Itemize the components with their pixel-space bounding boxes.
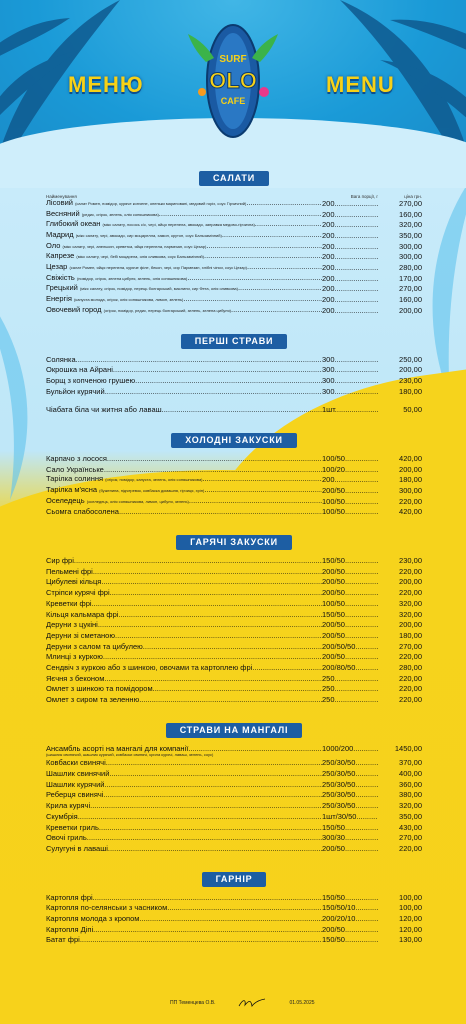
menu-item-price: 300,00 [399,241,422,251]
menu-item-name-cell [46,925,322,936]
menu-item-row [46,674,422,685]
menu-item-name-cell [46,780,322,791]
menu-item-price: 120,00 [399,924,422,934]
menu-item-row [46,925,422,936]
menu-item-weight: 250 ..... [322,684,378,695]
menu-item-row [46,365,422,376]
menu-section [46,720,422,855]
menu-item-name: Сир фрі [46,556,74,566]
menu-item-name: Кільця кальмара фрі [46,609,119,619]
menu-item-weight: 200 ..... [322,220,378,231]
menu-item-name: Солянка [46,354,76,364]
menu-item-row [46,893,422,904]
menu-item-price: 420,00 [399,453,422,463]
section-title: ХОЛОДНІ ЗАКУСКИ [171,433,297,448]
menu-item-ingredients: (капуста молода, огірок, олія соняшникова, лимон, зелень) [74,297,184,303]
menu-item-row [46,844,422,855]
menu-item-row [46,758,422,769]
menu-item-name: Стріпси курячі фрі [46,588,110,598]
section-title: ПЕРШІ СТРАВИ [181,334,288,349]
menu-item-row [46,780,422,791]
menu-item-price: 300,00 [399,486,422,496]
menu-item-row [46,567,422,578]
section-title-wrap [46,168,422,186]
menu-item-row [46,744,422,755]
menu-item-row [46,599,422,610]
menu-item-price: 120,00 [399,913,422,923]
palm-leaf-lower-left-icon [0,300,50,500]
menu-item-name: Тарілка солиння [46,474,104,484]
section-title-wrap [46,869,422,887]
menu-item-price: 130,00 [399,935,422,945]
menu-item-name-cell [46,823,322,834]
menu-item-name: Глибокий океан [46,219,101,229]
menu-item-price: 400,00 [399,769,422,779]
menu-item-ingredients: (оселедець, олія соняшникова, лимон, цибуля, зелень) [86,498,189,504]
menu-item-row [46,642,422,653]
menu-item-weight: 300 ..... [322,387,378,398]
menu-item-name: Овочі гриль [46,833,87,843]
menu-item-row [46,588,422,599]
menu-item-row [46,355,422,366]
menu-item-weight: 150/50 ..... [322,556,378,567]
logo-cafe-text: CAFE [220,96,246,106]
menu-item-name-cell [46,620,322,631]
menu-item-price: 430,00 [399,822,422,832]
menu-item-price: 200,00 [399,620,422,630]
menu-item-weight: 200 ..... [322,199,378,210]
menu-item-name-cell [46,610,322,621]
menu-item-weight: 200 ..... [322,295,378,306]
menu-item-name-cell [46,684,322,695]
menu-item-subtext: (шашлик свинячий, шашлик курячий, ковбаски свинячі, крила курячі, лаваш, зелень, соус) [46,752,214,758]
menu-item-weight: 200/50 ..... [322,577,378,588]
menu-item-weight: 200 ..... [322,231,378,242]
menu-item-name-cell [46,844,322,855]
section-title-wrap [46,331,422,349]
menu-item-weight: 150/50 ..... [322,935,378,946]
menu-item-weight: 1000/200 ..... [322,744,378,755]
menu-item-weight: 150/50 ..... [322,610,378,621]
menu-item-ingredients: (мікс салату, лосось с/с, чері, яйця перепела, авокадо, заправка медово-гірчична) [102,222,255,228]
menu-item-weight: 250/30/50 ..... [322,769,378,780]
menu-item-weight: 100/50 ..... [322,507,378,518]
surf-olo-cafe-logo [186,22,280,140]
section-title: ГАРНІР [202,872,267,887]
menu-item-weight: 200/50 ..... [322,844,378,855]
menu-item-weight: 200 ..... [322,242,378,253]
menu-item-name: Батат фрі [46,935,80,945]
menu-item-weight: 200 ..... [322,284,378,295]
menu-item-name-cell [46,305,322,317]
menu-item-name-cell [46,376,322,387]
menu-item-weight: 250 ..... [322,674,378,685]
menu-item-price: 220,00 [399,588,422,598]
menu-item-ingredients: (редис, огірок, зелень, олія соняшникова) [81,211,159,217]
menu-item-weight: 200/50 ..... [322,620,378,631]
menu-item-name-cell [46,744,322,755]
menu-item-name-cell [46,903,322,914]
menu-item-price: 280,00 [399,263,422,273]
menu-item-price: 200,00 [399,305,422,315]
menu-item-name-cell [46,801,322,812]
menu-item-row [46,507,422,518]
menu-item-price: 370,00 [399,758,422,768]
menu-item-weight: 1шт/30/50 ..... [322,812,378,823]
menu-item-name: Сулугуні в лаваші [46,843,108,853]
menu-item-name-cell [46,454,322,465]
menu-item-weight: 300/30 ..... [322,833,378,844]
menu-item-ingredients: (мікс салату, чері, апельсин, креветка, яйця перепела, пармезан, соус Цезар) [62,243,207,249]
menu-item-price: 230,00 [399,556,422,566]
menu-item-name: Реберця свинячі [46,790,104,800]
menu-item-price: 320,00 [399,609,422,619]
menu-item-row [46,454,422,465]
menu-item-weight: 150/50 ..... [322,893,378,904]
menu-section [46,430,422,518]
menu-item-price: 220,00 [399,652,422,662]
menu-item-price: 220,00 [399,496,422,506]
menu-item-row [46,914,422,925]
menu-item-ingredients: (огірок, помідор, редис, перець болгарський, зелень, зелена цибуля) [103,307,232,313]
menu-item-row [46,791,422,802]
menu-item-price: 280,00 [399,662,422,672]
menu-item-name: Карпачо з лосося [46,453,107,463]
menu-item-name: Лісовий [46,197,73,207]
menu-item-price: 160,00 [399,209,422,219]
palm-leaf-lower-right-icon [420,180,466,400]
menu-item-price: 320,00 [399,598,422,608]
menu-item-row [46,631,422,642]
menu-item-price: 300,00 [399,252,422,262]
menu-item-name: Сало Українське [46,464,104,474]
menu-item-weight: 200 ..... [322,475,378,486]
section-title: ГАРЯЧІ ЗАКУСКИ [176,535,292,550]
menu-item-price: 180,00 [399,475,422,485]
menu-item-name: Сьомга слабосолена [46,507,119,517]
menu-item-price: 50,00 [403,405,422,415]
menu-item-name: Окрошка на Айрані [46,365,113,375]
menu-item-name-cell [46,567,322,578]
menu-item-weight: 200 ..... [322,252,378,263]
menu-item-price: 360,00 [399,779,422,789]
menu-content [46,160,422,946]
menu-item-weight: 150/50 ..... [322,823,378,834]
menu-item-name-cell [46,365,322,376]
section-title-wrap [46,430,422,448]
menu-item-name-cell [46,642,322,653]
menu-item-row [46,387,422,398]
menu-item-weight: 250 ..... [322,695,378,706]
menu-item-row [46,610,422,621]
menu-item-price: 250,00 [399,354,422,364]
menu-item-price: 270,00 [399,641,422,651]
menu-item-price: 270,00 [399,198,422,208]
menu-item-name: Овочевий город [46,304,102,314]
menu-item-price: 350,00 [399,231,422,241]
footer [170,997,315,1009]
menu-item-name-cell [46,758,322,769]
menu-item-price: 320,00 [399,220,422,230]
menu-item-row [46,376,422,387]
menu-item-row [46,801,422,812]
menu-item-ingredients: (огірок, помідор, капуста, зелень, олія соняшникова) [105,477,203,483]
section-title: САЛАТИ [199,171,269,186]
menu-item-weight: 200/50 ..... [322,486,378,497]
menu-item-name-cell [46,355,322,366]
menu-item-name: Чіабата біла чи житня або лаваш [46,405,162,415]
menu-item-name-cell [46,652,322,663]
menu-item-name-cell [46,812,322,823]
menu-item-name-cell [46,599,322,610]
logo-surf-text: SURF [219,54,247,65]
menu-item-name: Ансамбль асорті на мангалі для компанії [46,743,189,753]
menu-item-name: Картопля фрі [46,892,93,902]
menu-item-name: Шашлик свинячий [46,769,110,779]
menu-item-name: Борщ з копченою грушею [46,375,136,385]
menu-item-name-cell [46,833,322,844]
menu-item-price: 170,00 [399,273,422,283]
menu-item-price: 200,00 [399,577,422,587]
menu-item-row [46,695,422,706]
menu-item-weight: 1шт ..... [322,405,378,416]
menu-item-weight: 200 ..... [322,306,378,317]
menu-item-name: Креветки фрі [46,598,92,608]
menu-item-name: Яєчня з беконом [46,673,105,683]
menu-item-name: Оло [46,240,61,250]
menu-item-weight: 200/50 ..... [322,652,378,663]
menu-item-price: 230,00 [399,375,422,385]
menu-item-name-cell [46,790,322,801]
menu-item-ingredients: (мікс салату, огірок, помідор, перець болгарський, маслини, сир Фета, олія оливкова) [79,286,238,292]
menu-item-price: 220,00 [399,695,422,705]
menu-item-name: Мадрид [46,230,74,240]
menu-item-name-cell [46,387,322,398]
menu-item-name-cell [46,935,322,946]
menu-item-row [46,663,422,674]
menu-section [46,532,422,706]
menu-item-name: Омлет з сиром та зеленню [46,695,140,705]
menu-item-weight: 200/50/50 ..... [322,642,378,653]
menu-item-weight: 300 ..... [322,376,378,387]
menu-item-name-cell [46,893,322,904]
menu-item-row [46,684,422,695]
menu-item-ingredients: (буженина, підчеревок, ковбаска домашня, гірчиця, хрін) [99,488,205,494]
menu-item-name: Оселедець [46,495,85,505]
menu-item-name: Омлет з шинкою та помідором [46,684,153,694]
menu-item-ingredients: (мікс салату, чері, авокадо, сир моцарелла, хамон, крутон, соус Бальзамічний) [75,233,222,239]
menu-item-weight: 100/20 ..... [322,465,378,476]
menu-item-name-cell [46,663,322,674]
menu-item-name: Цибулеві кільця [46,577,102,587]
menu-item-weight: 200 ..... [322,274,378,285]
menu-item-name-cell [46,695,322,706]
menu-item-weight: 250/30/50 ..... [322,780,378,791]
menu-item-weight: 200/50 ..... [322,567,378,578]
section-title: СТРАВИ НА МАНГАЛІ [166,723,303,738]
menu-item-price: 200,00 [399,365,422,375]
menu-item-name: Картопля молода з кропом [46,913,140,923]
menu-item-name: Ковбаски свинячі [46,758,106,768]
menu-section [46,869,422,946]
menu-item-name-cell [46,496,322,508]
menu-item-name: Картопля по-селянськи з часником [46,903,168,913]
column-weight-header: Вага порції, г [350,194,378,199]
menu-item-price: 200,00 [399,464,422,474]
menu-item-ingredients: (салат Ромен, яйця перепела, куряче філе, бекон, чері, сир Пармезан, хлібні чіпси, соус Цезар) [69,265,248,271]
footer-date: 01.05.2025 [289,1000,315,1006]
menu-item-name: Деруни з салом та цибулею [46,641,143,651]
menu-title-en: MENU [326,72,395,97]
menu-item-name: Млинці з куркою [46,652,103,662]
menu-item-name: Капрезе [46,251,75,261]
signature-icon [237,997,267,1009]
menu-item-price: 320,00 [399,801,422,811]
menu-item-name-cell [46,674,322,685]
menu-item-name: Енергія [46,294,72,304]
menu-item-name: Шашлик курячий [46,779,105,789]
menu-item-price: 270,00 [399,833,422,843]
menu-item-weight: 150/50/10 ..... [322,903,378,914]
menu-item-name: Креветки гриль [46,822,99,832]
menu-item-weight: 200/50 ..... [322,588,378,599]
menu-item-name-cell [46,577,322,588]
menu-item-name: Скумбрія [46,811,78,821]
menu-item-price: 350,00 [399,811,422,821]
menu-item-price: 160,00 [399,295,422,305]
menu-item-price: 100,00 [399,892,422,902]
menu-item-name-cell [46,914,322,925]
menu-item-row [46,306,422,317]
menu-item-weight: 200 ..... [322,263,378,274]
menu-item-weight: 100/50 ..... [322,497,378,508]
menu-section [46,168,422,317]
menu-item-row [46,578,422,589]
menu-item-name: Грецький [46,283,78,293]
menu-item-row [46,556,422,567]
menu-item-price: 1450,00 [394,743,422,753]
menu-item-row [46,769,422,780]
menu-item-row [46,497,422,508]
menu-item-name-cell [46,405,322,416]
menu-item-price: 180,00 [399,386,422,396]
menu-item-row [46,812,422,823]
menu-item-price: 180,00 [399,630,422,640]
menu-item-name: Тарілка м'ясна [46,485,98,495]
menu-item-ingredients: (мікс салату, чері, бебі моцарела, олія оливкова, соус Бальзамічний) [76,254,204,260]
menu-item-name: Деруни зі сметаною [46,630,115,640]
menu-item-row [46,652,422,663]
menu-item-row [46,823,422,834]
menu-item-weight: 250/30/50 ..... [322,758,378,769]
menu-item-name: Сендвіч з куркою або з шинкою, овочами та картоплею фрі [46,662,253,672]
menu-item-weight: 100/50 ..... [322,599,378,610]
menu-item-weight: 300 ..... [322,365,378,376]
owner-name: ПП Теменцева О.В. [170,1000,216,1006]
menu-item-row [46,405,422,416]
section-title-wrap [46,720,422,738]
menu-item-name-cell [46,631,322,642]
menu-item-name: Деруни з цукіні [46,620,98,630]
menu-item-ingredients: (салат Ромен, помідор, куряче копчене, опеньки мариновані, медовий горіх, соус Гірчичний) [75,200,247,206]
menu-item-price: 380,00 [399,790,422,800]
menu-item-price: 220,00 [399,843,422,853]
menu-item-price: 220,00 [399,684,422,694]
menu-item-name: Весняний [46,208,80,218]
menu-item-name: Пельмені фрі [46,566,93,576]
menu-item-price: 220,00 [399,673,422,683]
menu-item-weight: 300 ..... [322,355,378,366]
menu-item-price: 270,00 [399,284,422,294]
menu-item-name: Свіжість [46,272,75,282]
menu-item-price: 100,00 [399,903,422,913]
menu-item-name-cell [46,588,322,599]
menu-section [46,331,422,416]
menu-item-row [46,903,422,914]
menu-item-weight: 250/30/50 ..... [322,790,378,801]
menu-item-weight: 200 ..... [322,210,378,221]
menu-item-name: Крила курячі [46,801,91,811]
menu-item-name-cell [46,769,322,780]
menu-item-name: Картопля Діпі [46,924,94,934]
menu-item-weight: 200/80/50 ..... [322,663,378,674]
menu-title-ua: МЕНЮ [68,72,144,97]
menu-item-name-cell [46,556,322,567]
menu-item-weight: 200/50 ..... [322,631,378,642]
menu-item-ingredients: (помідор, огірок, зелена цибуля, зелень, олія соняшникова) [76,275,188,281]
row-spacer [46,397,422,405]
menu-item-weight: 100/50 ..... [322,454,378,465]
menu-item-row [46,935,422,946]
menu-item-weight: 250/30/50 ..... [322,801,378,812]
column-name-header: Найменування [46,194,77,199]
column-price-header: ціна грн. [404,194,422,199]
logo-olo-text: OLO [209,68,257,93]
menu-item-row [46,620,422,631]
menu-item-price: 220,00 [399,566,422,576]
menu-item-weight: 200/50 ..... [322,925,378,936]
menu-item-name-cell [46,507,322,518]
menu-item-name: Бульйон курячий [46,386,105,396]
menu-item-name: Цезар [46,262,68,272]
section-title-wrap [46,532,422,550]
menu-item-row [46,833,422,844]
menu-item-weight: 200/20/10 ..... [322,914,378,925]
menu-item-price: 420,00 [399,507,422,517]
